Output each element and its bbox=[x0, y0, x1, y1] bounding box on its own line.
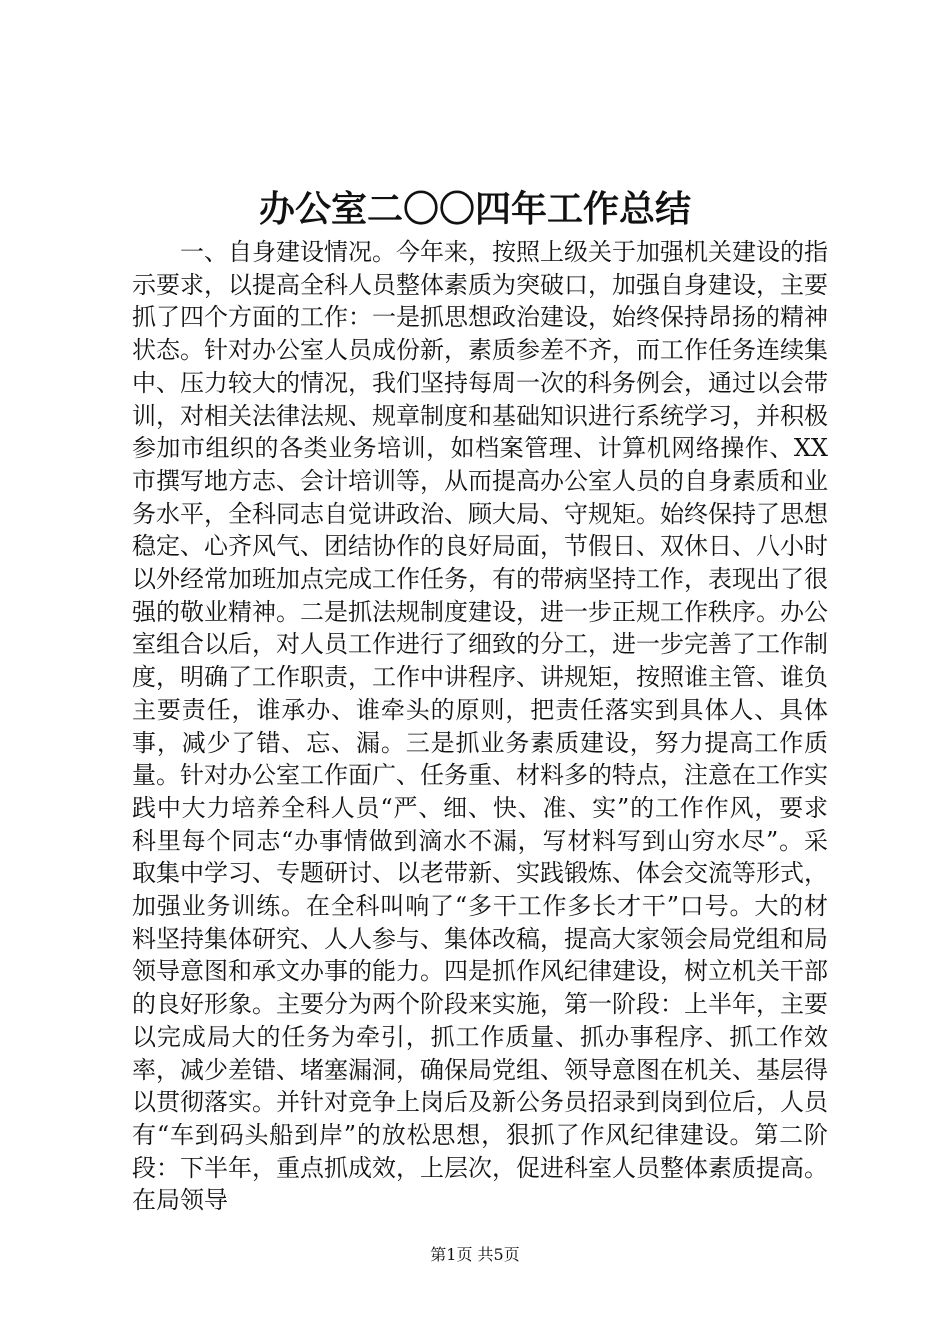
body-paragraph: 一、自身建设情况。今年来，按照上级关于加强机关建设的指示要求，以提高全科人员整体素质为突破口，加强自身建设，主要抓了四个方面的工作：一是抓思想政治建设，始终保持昂扬的精神状态。针对办公室人员成份新，素质参差不齐，而工作任务连续集中、压力较大的情况，我们坚持每周一次的科务例会，通过以会带训，对相关法律法规、规章制度和基础知识进行系统学习，并积极参加市组织的各类业务培训，如档案管理、计算机网络操作、XX市撰写地方志、会计培训等，从而提高办公室人员的自身素质和业务水平，全科同志自觉讲政治、顾大局、守规矩。始终保持了思想稳定、心齐风气、团结协作的良好局面，节假日、双休日、八小时以外经常加班加点完成工作任务，有的带病坚持工作，表现出了很强的敬业精神。二是抓法规制度建设，进一步正规工作秩序。办公室组合以后，对人员工作进行了细致的分工，进一步完善了工作制度，明确了工作职责，工作中讲程序、讲规矩，按照谁主管、谁负主要责任，谁承办、谁牵头的原则，把责任落实到具体人、具体事，减少了错、忘、漏。三是抓业务素质建设，努力提高工作质量。针对办公室工作面广、任务重、材料多的特点，注意在工作实践中大力培养全科人员“严、细、快、准、实”的工作作风，要求科里每个同志“办事情做到滴水不漏，写材料写到山穷水尽”。采取集中学习、专题研讨、以老带新、实践锻炼、体会交流等形式，加强业务训练。在全科叫响了“多干工作多长才干”口号。大的材料坚持集体研究、人人参与、集体改稿，提高大家领会局党组和局领导意图和承文办事的能力。四是抓作风纪律建设，树立机关干部的良好形象。主要分为两个阶段来实施，第一阶段：上半年，主要以完成局大的任务为牵引，抓工作质量、抓办事程序、抓工作效率，减少差错、堵塞漏洞，确保局党组、领导意图在机关、基层得以贯彻落实。并针对竞争上岗后及新公务员招录到岗到位后，人员有“车到码头船到岸”的放松思想，狠抓了作风纪律建设。第二阶段：下半年，重点抓成效，上层次，促进科室人员整体素质提高。在局领导 bbox=[132, 238, 828, 1215]
page-number-footer: 第1页 共5页 bbox=[430, 1245, 520, 1264]
document-title: 办公室二〇〇四年工作总结 bbox=[258, 188, 691, 230]
